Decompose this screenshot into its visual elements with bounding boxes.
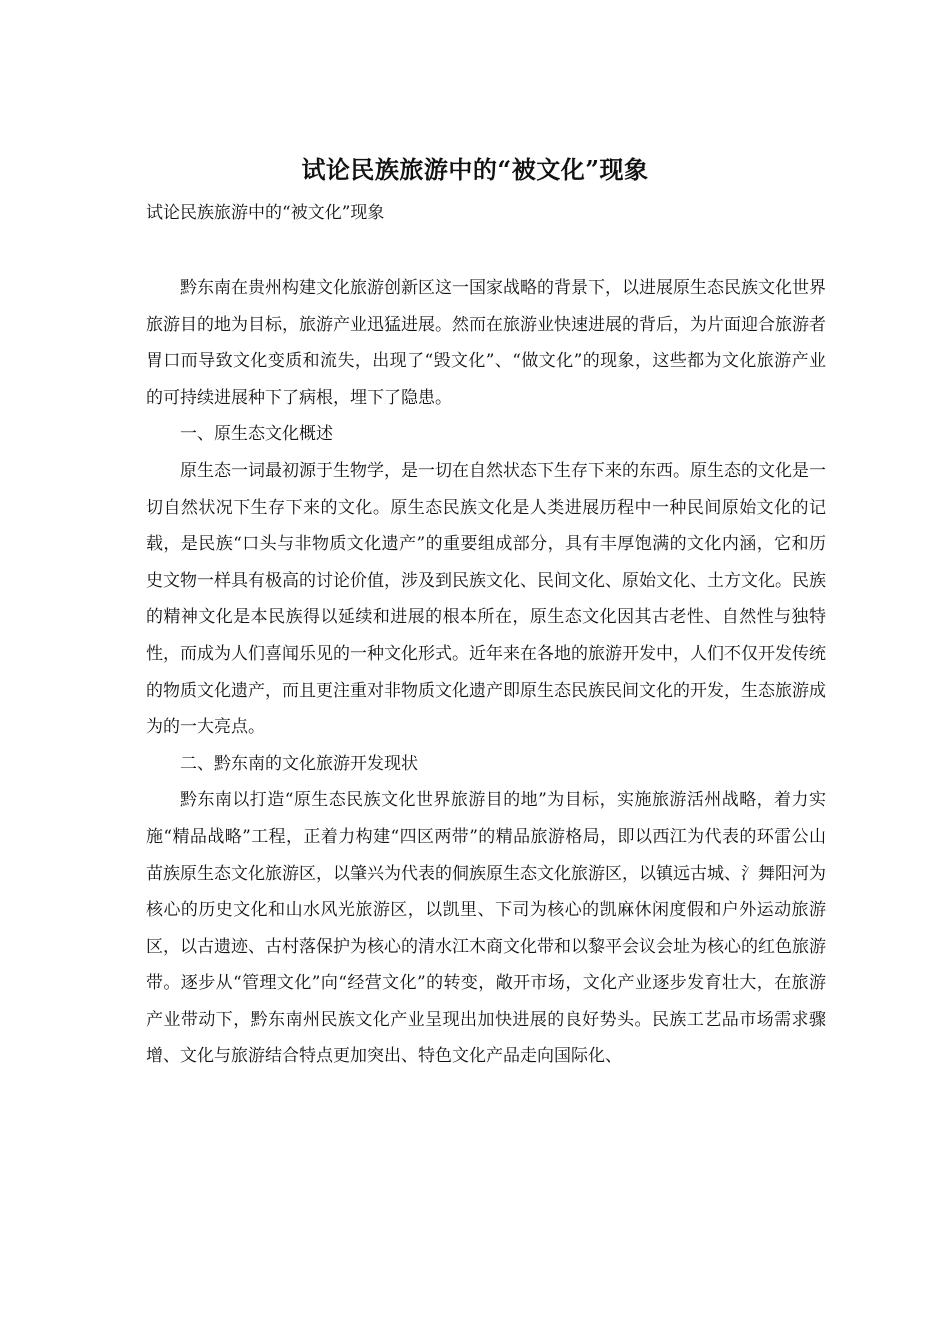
paragraph-section-1: 原生态一词最初源于生物学，是一切在自然状态下生存下来的东西。原生态的文化是一切自然状况下生存下来的文化。原生态民族文化是人类进展历程中一种民间原始文化的记载，是民族“口头与非物质文化遗产”的重要组成部分，具有丰厚饱满的文化内涵，它和历史文物一样具有极高的讨论价值，涉及到民族文化、民间文化、原始文化、土方文化。民族的精神文化是本民族得以延续和进展的根本所在，原生态文化因其古老性、自然性与独特性，而成为人们喜闻乐见的一种文化形式。近年来在各地的旅游开发中，人们不仅开发传统的物质文化遗产，而且更注重对非物质文化遗产即原生态民族民间文化的开发，生态旅游成为的一大亮点。 (146, 460, 826, 738)
document-body (146, 270, 826, 1075)
section-heading-1: 一、原生态文化概述 (180, 424, 333, 445)
document-title: 试论民族旅游中的“被文化”现象 (301, 155, 649, 184)
document-subtitle: 试论民族旅游中的“被文化”现象 (146, 203, 385, 223)
section-heading-2: 二、黔东南的文化旅游开发现状 (180, 753, 418, 774)
paragraph-section-2: 黔东南以打造“原生态民族文化世界旅游目的地”为目标，实施旅游活州战略，着力实施“精品战略”工程，正着力构建“四区两带”的精品旅游格局，即以西江为代表的环雷公山苗族原生态文化旅游区，以肇兴为代表的侗族原生态文化旅游区，以镇远古城、氵舞阳河为核心的历史文化和山水风光旅游区，以凯里、下司为核心的凯麻休闲度假和户外运动旅游区，以古遗迹、古村落保护为核心的清水江木商文化带和以黎平会议会址为核心的红色旅游带。逐步从“管理文化”向“经营文化”的转变，敞开市场，文化产业逐步发育壮大，在旅游产业带动下，黔东南州民族文化产业呈现出加快进展的良好势头。民族工艺品市场需求骤增、文化与旅游结合特点更加突出、特色文化产品走向国际化、 (146, 790, 826, 1067)
paragraph-intro: 黔东南在贵州构建文化旅游创新区这一国家战略的背景下，以进展原生态民族文化世界旅游目的地为目标，旅游产业迅猛进展。然而在旅游业快速进展的背后，为片面迎合旅游者胃口而导致文化变质和流失，出现了“毁文化”、“做文化”的现象，这些都为文化旅游产业的可持续进展种下了病根，埋下了隐患。 (146, 278, 826, 408)
